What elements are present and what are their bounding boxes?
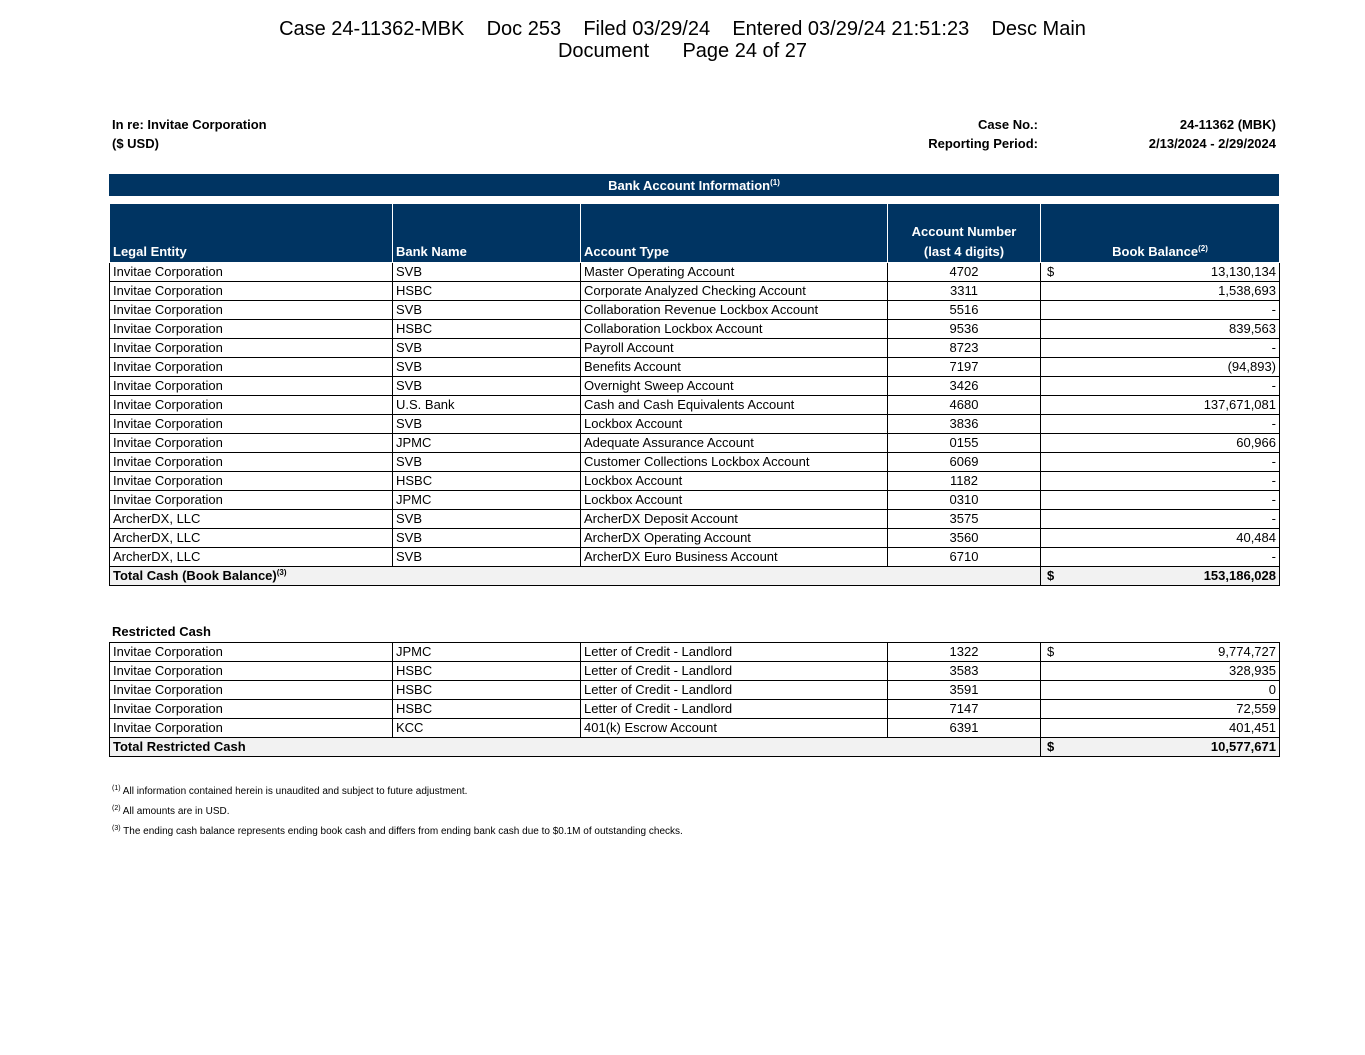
balance-value: (94,893) [1227,359,1276,374]
legal-entity-cell: ArcherDX, LLC [110,529,393,548]
book-balance-cell [1041,339,1280,358]
stamp-desc: Desc Main [991,18,1086,40]
account-number-cell: 6069 [888,453,1041,472]
footnote-3-text: The ending cash balance represents ending book cash and differs from ending bank cash due to $0.1M of outstanding checks. [123,826,683,837]
report-header-left [112,115,267,153]
footnote-2-text: All amounts are in USD. [122,806,230,817]
legal-entity-cell: Invitae Corporation [110,263,393,282]
balance-value: 0 [1268,682,1276,697]
balance-value: - [1271,302,1276,317]
legal-entity-cell: Invitae Corporation [110,396,393,415]
table-row [110,453,1280,472]
legal-entity-cell: Invitae Corporation [110,377,393,396]
total-cash-label: Total Cash (Book Balance) [113,568,277,583]
book-balance-cell [1041,700,1280,719]
stamp-line-1 [0,18,1365,40]
accounts-body [110,263,1280,567]
balance-value: - [1271,416,1276,431]
table-row [110,396,1280,415]
bank-name-cell: SVB [393,377,581,396]
table-row [110,643,1280,662]
balance-value: 401,451 [1229,720,1276,735]
total-cash-currency: $ [1047,568,1055,583]
book-balance-cell [1041,282,1280,301]
col-book-balance-label: Book Balance [1112,244,1199,259]
total-restricted-currency: $ [1047,739,1055,754]
stamp-page-number: Page 24 of 27 [682,40,808,62]
table-header-row [110,204,1280,263]
stamp-doc-number: Doc 253 [486,18,562,40]
table-row [110,719,1280,738]
table-row [110,700,1280,719]
legal-entity-cell: Invitae Corporation [110,301,393,320]
legal-entity-cell: Invitae Corporation [110,339,393,358]
col-book-balance-footnote-ref: (2) [1198,244,1208,253]
table-row [110,548,1280,567]
col-legal-entity: Legal Entity [110,204,393,263]
footnote-1 [112,782,683,802]
balance-value: 9,774,727 [1218,644,1276,659]
account-type-cell: Letter of Credit - Landlord [581,700,888,719]
legal-entity-cell: Invitae Corporation [110,358,393,377]
account-type-cell: Adequate Assurance Account [581,434,888,453]
book-balance-cell [1041,548,1280,567]
bank-name-cell: HSBC [393,472,581,491]
account-number-cell: 5516 [888,301,1041,320]
col-account-number [888,204,1041,263]
account-number-cell: 4702 [888,263,1041,282]
bank-name-cell: SVB [393,358,581,377]
table-row [110,377,1280,396]
account-number-cell: 0310 [888,491,1041,510]
stamp-filed-date: Filed 03/29/24 [583,18,711,40]
bank-name-cell: HSBC [393,681,581,700]
account-number-cell: 6710 [888,548,1041,567]
legal-entity-cell: Invitae Corporation [110,719,393,738]
total-cash-amount-cell [1041,567,1280,586]
book-balance-cell [1041,529,1280,548]
bank-name-cell: SVB [393,415,581,434]
book-balance-cell [1041,453,1280,472]
bank-name-cell: KCC [393,719,581,738]
balance-value: - [1271,549,1276,564]
total-restricted-amount-cell [1041,738,1280,757]
account-type-cell: Master Operating Account [581,263,888,282]
account-type-cell: Corporate Analyzed Checking Account [581,282,888,301]
legal-entity-cell: Invitae Corporation [110,320,393,339]
account-type-cell: Lockbox Account [581,415,888,434]
bank-name-cell: JPMC [393,434,581,453]
footnote-1-mark: (1) [112,785,121,792]
account-type-cell: Letter of Credit - Landlord [581,681,888,700]
col-account-number-line2: (last 4 digits) [923,244,1005,259]
table-row [110,434,1280,453]
account-number-cell: 3426 [888,377,1041,396]
bank-account-banner [109,174,1279,196]
footnote-1-text: All information contained herein is unaudited and subject to future adjustment. [122,786,468,797]
account-type-cell: ArcherDX Operating Account [581,529,888,548]
stamp-document: Document [557,40,650,62]
balance-value: 137,671,081 [1203,397,1276,412]
legal-entity-cell: Invitae Corporation [110,453,393,472]
col-account-type: Account Type [581,204,888,263]
book-balance-cell [1041,396,1280,415]
table-row [110,339,1280,358]
currency-symbol: $ [1047,264,1055,279]
account-type-cell: Collaboration Revenue Lockbox Account [581,301,888,320]
account-number-cell: 1322 [888,643,1041,662]
col-bank-name: Bank Name [393,204,581,263]
table-row [110,415,1280,434]
currency-label: ($ USD) [112,136,159,151]
account-number-cell: 3591 [888,681,1041,700]
balance-value: 839,563 [1229,321,1276,336]
legal-entity-cell: Invitae Corporation [110,643,393,662]
footnote-2 [112,802,683,822]
legal-entity-cell: Invitae Corporation [110,415,393,434]
balance-value: 60,966 [1236,435,1276,450]
book-balance-cell [1041,662,1280,681]
account-type-cell: Payroll Account [581,339,888,358]
account-type-cell: Benefits Account [581,358,888,377]
legal-entity-cell: ArcherDX, LLC [110,548,393,567]
account-type-cell: ArcherDX Euro Business Account [581,548,888,567]
total-restricted-label: Total Restricted Cash [110,738,1041,757]
book-balance-cell [1041,320,1280,339]
col-book-balance [1041,204,1280,263]
total-restricted-row [110,738,1280,757]
bank-accounts-table [109,203,1280,586]
stamp-line-2 [0,40,1365,62]
balance-value: - [1271,473,1276,488]
legal-entity-cell: Invitae Corporation [110,491,393,510]
report-header-values [1060,115,1276,153]
total-cash-label-cell [110,567,1041,586]
col-account-number-line1: Account Number [911,224,1017,239]
book-balance-cell [1041,681,1280,700]
currency-symbol: $ [1047,644,1055,659]
bank-name-cell: SVB [393,548,581,567]
footnote-3-mark: (3) [112,825,121,832]
restricted-cash-title: Restricted Cash [112,624,211,639]
bank-name-cell: HSBC [393,282,581,301]
banner-title: Bank Account Information [608,178,771,193]
balance-value: - [1271,454,1276,469]
book-balance-cell [1041,510,1280,529]
bank-name-cell: HSBC [393,662,581,681]
book-balance-cell [1041,358,1280,377]
restricted-body [110,643,1280,738]
account-number-cell: 7197 [888,358,1041,377]
bank-name-cell: SVB [393,339,581,358]
bank-name-cell: SVB [393,453,581,472]
book-balance-cell [1041,472,1280,491]
account-number-cell: 4680 [888,396,1041,415]
book-balance-cell [1041,491,1280,510]
legal-entity-cell: Invitae Corporation [110,282,393,301]
account-number-cell: 8723 [888,339,1041,358]
total-cash-row [110,567,1280,586]
balance-value: - [1271,511,1276,526]
bank-name-cell: JPMC [393,643,581,662]
bank-name-cell: JPMC [393,491,581,510]
total-restricted-value: 10,577,671 [1210,739,1276,754]
table-row [110,282,1280,301]
book-balance-cell [1041,415,1280,434]
account-type-cell: Overnight Sweep Account [581,377,888,396]
book-balance-cell [1041,719,1280,738]
bank-name-cell: SVB [393,529,581,548]
balance-value: 13,130,134 [1210,264,1276,279]
table-row [110,320,1280,339]
account-type-cell: 401(k) Escrow Account [581,719,888,738]
legal-entity-cell: Invitae Corporation [110,700,393,719]
account-type-cell: Letter of Credit - Landlord [581,662,888,681]
report-header-labels [900,115,1038,153]
account-number-cell: 6391 [888,719,1041,738]
account-number-cell: 7147 [888,700,1041,719]
table-row [110,529,1280,548]
balance-value: - [1271,492,1276,507]
legal-entity-cell: ArcherDX, LLC [110,510,393,529]
account-type-cell: Customer Collections Lockbox Account [581,453,888,472]
book-balance-cell [1041,263,1280,282]
balance-value: 328,935 [1229,663,1276,678]
bank-name-cell: SVB [393,301,581,320]
book-balance-cell [1041,377,1280,396]
table-row [110,662,1280,681]
account-type-cell: Cash and Cash Equivalents Account [581,396,888,415]
account-type-cell: Letter of Credit - Landlord [581,643,888,662]
total-cash-footnote-ref: (3) [276,568,287,577]
in-re-label: In re: Invitae Corporation [112,117,267,132]
reporting-period-label: Reporting Period: [928,136,1038,151]
account-type-cell: Lockbox Account [581,472,888,491]
account-number-cell: 0155 [888,434,1041,453]
account-number-cell: 3575 [888,510,1041,529]
bank-name-cell: SVB [393,263,581,282]
account-number-cell: 1182 [888,472,1041,491]
account-type-cell: Lockbox Account [581,491,888,510]
case-no-value: 24-11362 (MBK) [1179,117,1276,132]
legal-entity-cell: Invitae Corporation [110,681,393,700]
account-type-cell: Collaboration Lockbox Account [581,320,888,339]
balance-value: 40,484 [1236,530,1276,545]
account-number-cell: 3560 [888,529,1041,548]
book-balance-cell [1041,434,1280,453]
legal-entity-cell: Invitae Corporation [110,662,393,681]
table-row [110,491,1280,510]
balance-value: 72,559 [1236,701,1276,716]
table-row [110,472,1280,491]
account-number-cell: 3836 [888,415,1041,434]
total-cash-value: 153,186,028 [1203,568,1276,583]
restricted-cash-table [109,642,1280,757]
reporting-period-value: 2/13/2024 - 2/29/2024 [1148,136,1276,151]
table-row [110,510,1280,529]
table-row [110,301,1280,320]
case-no-label: Case No.: [978,117,1038,132]
balance-value: - [1271,340,1276,355]
book-balance-cell [1041,301,1280,320]
legal-entity-cell: Invitae Corporation [110,434,393,453]
balance-value: - [1271,378,1276,393]
bank-name-cell: U.S. Bank [393,396,581,415]
footnote-2-mark: (2) [112,805,121,812]
balance-value: 1,538,693 [1218,283,1276,298]
legal-entity-cell: Invitae Corporation [110,472,393,491]
bank-name-cell: HSBC [393,700,581,719]
footnote-3 [112,822,683,842]
book-balance-cell [1041,643,1280,662]
bank-name-cell: SVB [393,510,581,529]
stamp-entered-date: Entered 03/29/24 21:51:23 [732,18,970,40]
account-type-cell: ArcherDX Deposit Account [581,510,888,529]
footnotes [112,782,683,842]
stamp-case-number: Case 24-11362-MBK [279,18,465,40]
bank-name-cell: HSBC [393,320,581,339]
account-number-cell: 3311 [888,282,1041,301]
table-row [110,681,1280,700]
court-filing-stamp [0,18,1365,62]
table-row [110,358,1280,377]
account-number-cell: 9536 [888,320,1041,339]
account-number-cell: 3583 [888,662,1041,681]
table-row [110,263,1280,282]
banner-footnote-ref: (1) [770,178,780,187]
